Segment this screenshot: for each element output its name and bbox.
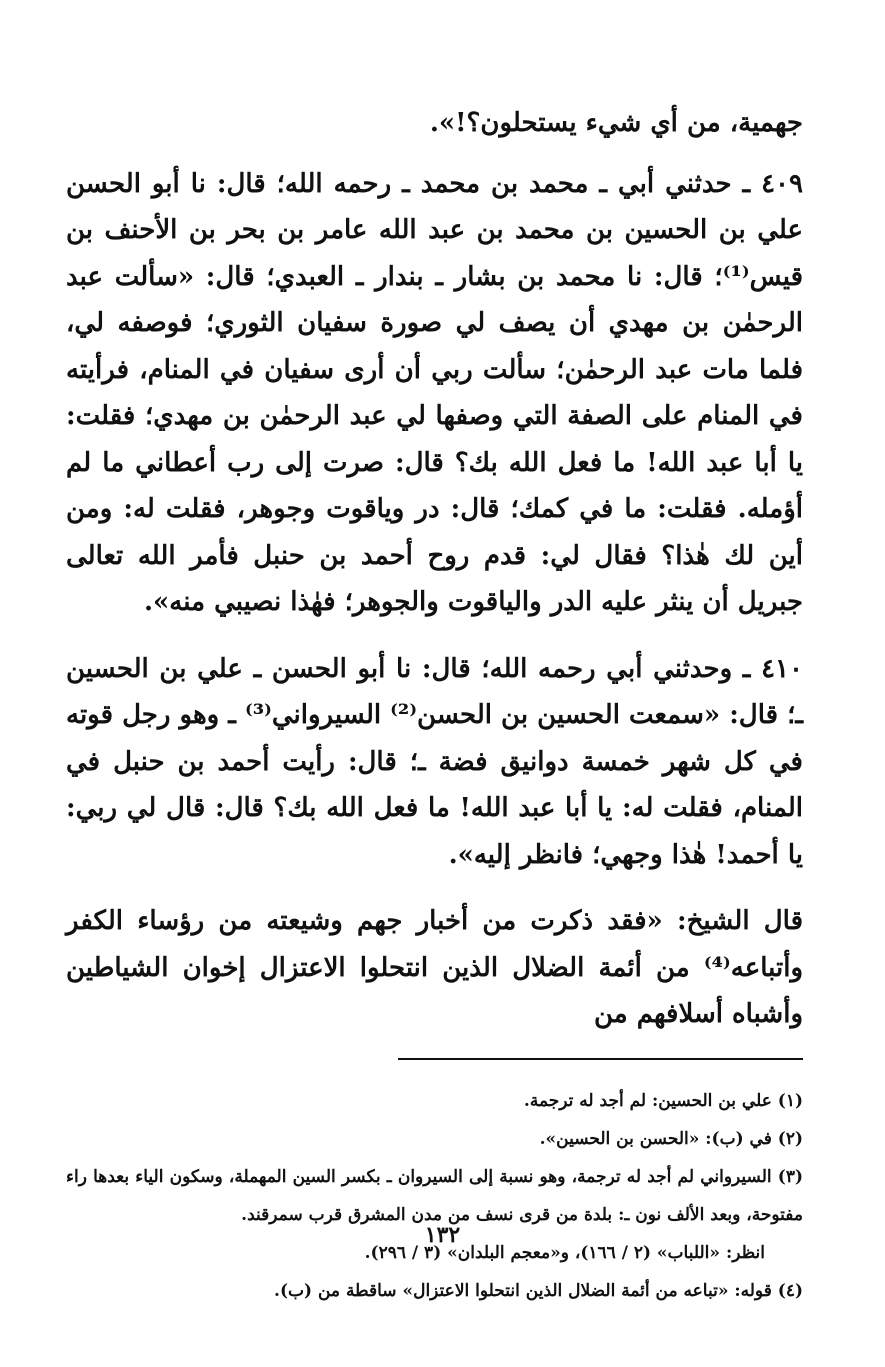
footnotes — [66, 1082, 803, 1310]
footnote-3: (٣) السيرواني لم أجد له ترجمة، وهو نسبة إلى السيروان ـ بكسر السين المهملة، وسكون الياء بعدها راء مفتوحة، وبعد الألف نون ـ: بلدة من قرى نسف من مدن المشرق قرب سمرقند. — [66, 1166, 803, 1225]
footnote-2: (٢) في (ب): «الحسن بن الحسين». — [539, 1128, 803, 1149]
footnote-4: (٤) قوله: «تباعه من أئمة الضلال الذين انتحلوا الاعتزال» ساقطة من (ب). — [274, 1280, 803, 1301]
paragraph-sheikh: قال الشيخ: «فقد ذكرت من أخبار جهم وشيعته من رؤساء الكفر وأتباعه⁽⁴⁾ من أئمة الضلال الذين انتحلوا الاعتزال إخوان الشياطين وأشباه أسلافهم من — [66, 906, 803, 1029]
footnote-1: (١) علي بن الحسين: لم أجد له ترجمة. — [523, 1090, 803, 1111]
paragraph-409: ٤٠٩ ـ حدثني أبي ـ محمد بن محمد ـ رحمه الله؛ قال: نا أبو الحسن علي بن الحسين بن محمد بن عبد الله عامر بن بحر بن الأحنف بن قيس⁽¹⁾؛ قال: نا محمد بن بشار ـ بندار ـ العبدي؛ قال: «سألت عبد الرحمٰن بن مهدي أن يصف لي صورة سفيان الثوري؛ فوصفه لي، فلما مات عبد الرحمٰن؛ سألت ربي أن أرى سفيان في المنام، فرأيته في المنام على الصفة التي وصفها لي عبد الرحمٰن بن مهدي؛ فقلت: يا أبا عبد الله! ما فعل الله بك؟ قال: صرت إلى رب أعطاني ما لم أؤمله. فقلت: ما في كمك؛ قال: در وياقوت وجوهر، فقلت له: ومن أين لك هٰذا؟ فقال لي: قدم روح أحمد بن حنبل فأمر الله تعالى جبريل أن ينثر عليه الدر والياقوت والجوهر؛ فهٰذا نصيبي منه». — [66, 168, 803, 617]
paragraph-continuation: جهمية، من أي شيء يستحلون؟!». — [429, 108, 803, 138]
footnote-separator — [398, 1058, 803, 1060]
page-number: ١٣٢ — [424, 1222, 461, 1248]
main-text — [66, 100, 803, 1038]
paragraph-410: ٤١٠ ـ وحدثني أبي رحمه الله؛ قال: نا أبو الحسن ـ علي بن الحسين ـ؛ قال: «سمعت الحسين بن الحسن⁽²⁾ السيرواني⁽³⁾ ـ وهو رجل قوته في كل شهر خمسة دوانيق فضة ـ؛ قال: رأيت أحمد بن حنبل في المنام، فقلت له: يا أبا عبد الله! ما فعل الله بك؟ قال: قال لي ربي: يا أحمد! هٰذا وجهي؛ فانظر إليه». — [66, 653, 804, 870]
footnote-3-reference: انظر: «اللباب» (٢ / ١٦٦)، و«معجم البلدان» (٣ / ٢٩٦). — [364, 1242, 765, 1263]
